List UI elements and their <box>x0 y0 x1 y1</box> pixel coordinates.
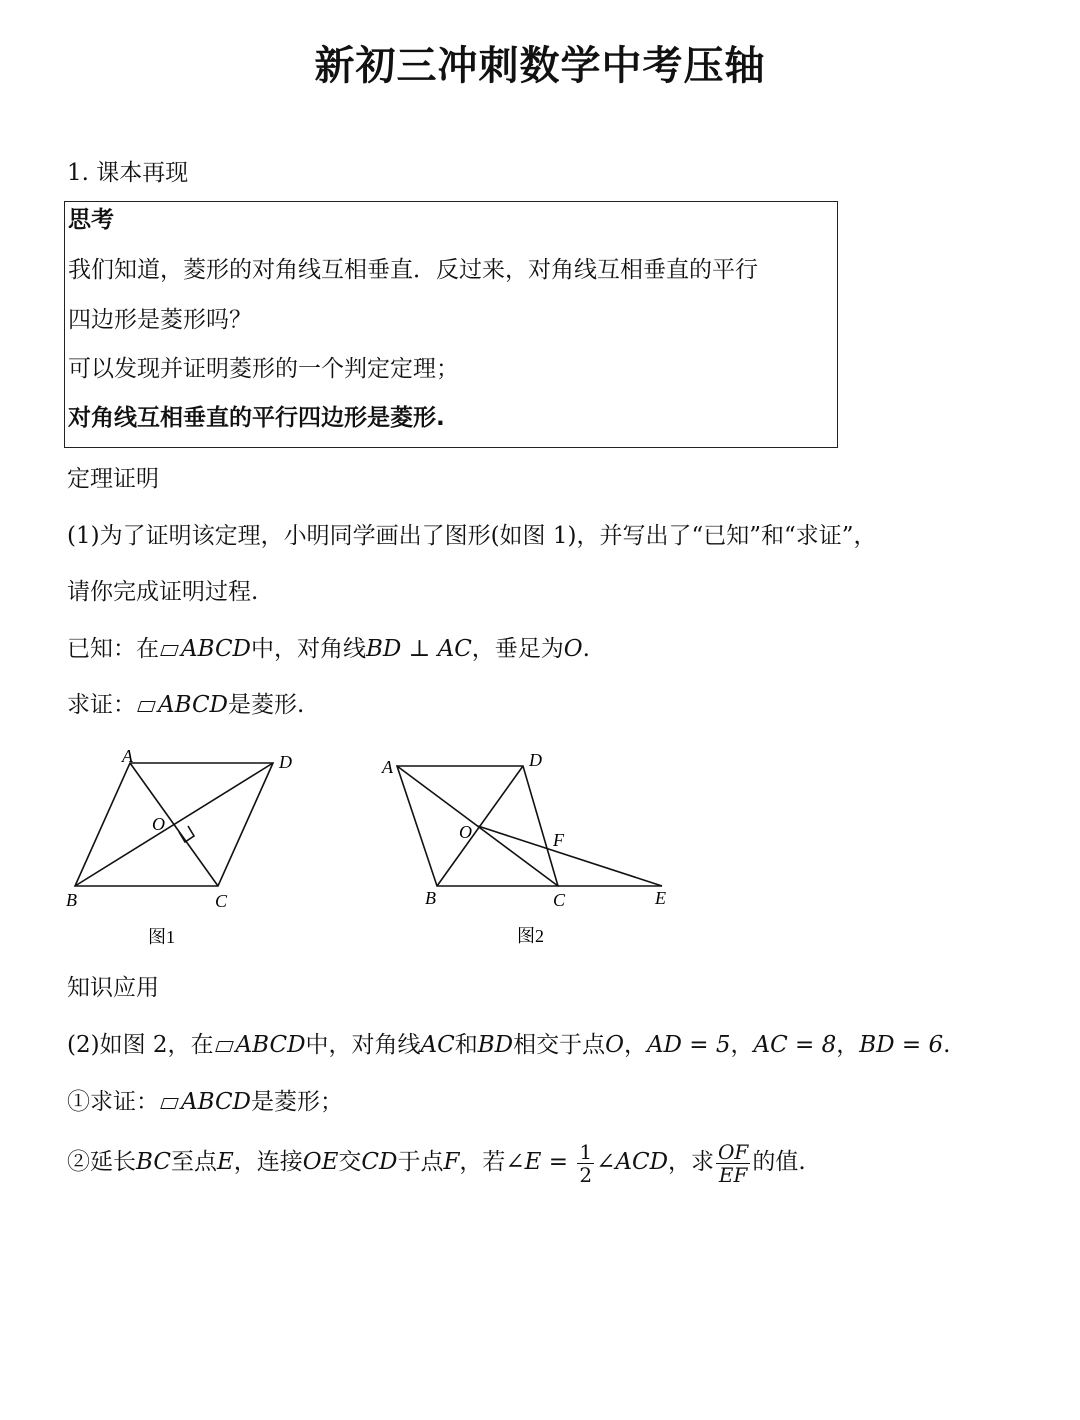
fig2-label-f: F <box>553 830 564 850</box>
given-point: O <box>563 636 583 662</box>
q2-sub2-tail: 的值. <box>752 1149 806 1175</box>
q2-sep: ， <box>623 1032 647 1058</box>
q2-sub2-e: E <box>216 1149 234 1175</box>
fig1-label-c: C <box>215 891 228 911</box>
q2-shape: ABCD <box>235 1032 306 1058</box>
prove-label: 求证： <box>67 692 136 718</box>
given-mid: 中，对角线 <box>250 636 366 662</box>
given-tail: ，垂足为 <box>471 636 564 662</box>
ratio-denominator: EF <box>718 1162 748 1187</box>
fig2-label-b: B <box>425 888 436 908</box>
q1-line-1: (1)为了证明该定理，小明同学画出了图形(如图 1)，并写出了“已知”和“求证”， <box>67 523 877 549</box>
fig1-label-o: O <box>152 814 165 834</box>
fraction-of-ef <box>716 1139 750 1187</box>
fig2-label-a: A <box>382 757 393 777</box>
fig2-caption: 图2 <box>517 926 544 946</box>
fraction-numerator: 1 <box>579 1139 593 1164</box>
q2-statement <box>67 1030 950 1060</box>
fig1-label-d: D <box>279 752 292 772</box>
q2-sub2-text: ②延长 <box>67 1149 136 1175</box>
q2-sub2-angle-e: ∠E = <box>505 1149 576 1175</box>
page-title: 新初三冲刺数学中考压轴 <box>314 43 766 89</box>
q2-sub2-text: 至点 <box>170 1149 217 1175</box>
q2-sub2-text: 交 <box>338 1149 362 1175</box>
q2-o: O <box>605 1032 624 1058</box>
q2-sub2-oe: OE <box>302 1149 339 1175</box>
q2-end: . <box>943 1032 951 1058</box>
proof-heading: 定理证明 <box>67 466 159 492</box>
think-line-3: 可以发现并证明菱形的一个判定定理； <box>68 356 459 382</box>
think-heading: 思考 <box>68 207 114 233</box>
section-heading-textbook: 1. 课本再现 <box>67 160 189 186</box>
ratio-numerator: OF <box>718 1139 749 1164</box>
q2-sub2-text: 于点 <box>397 1149 444 1175</box>
fig1-label-b: B <box>66 890 77 910</box>
q2-sep: ， <box>730 1032 754 1058</box>
fraction-half <box>577 1139 594 1187</box>
q2-eq-ad: AD = 5 <box>646 1032 731 1058</box>
fig2-diagonal-ac <box>397 766 558 886</box>
prove-shape: ABCD <box>158 692 228 718</box>
figure-1 <box>75 763 273 886</box>
q2-sep: ， <box>836 1032 860 1058</box>
q2-sub2-cd: CD <box>361 1149 398 1175</box>
q2-sub2-bc: BC <box>136 1149 171 1175</box>
q2-eq-bd: BD = 6 <box>859 1032 944 1058</box>
q2-bd: BD <box>477 1032 514 1058</box>
given-shape: ABCD <box>181 636 251 662</box>
fig1-caption: 图1 <box>148 927 175 947</box>
q2-text-2: 中，对角线 <box>305 1032 421 1058</box>
q2-sub1-tail: 是菱形； <box>250 1089 343 1115</box>
q2-text-3: 相交于点 <box>513 1032 606 1058</box>
q2-ac: AC <box>420 1032 455 1058</box>
q2-and: 和 <box>454 1032 478 1058</box>
fraction-denominator: 2 <box>579 1162 593 1187</box>
q2-text-1: (2)如图 2，在 <box>67 1032 214 1058</box>
parallelogram-icon <box>215 1039 234 1052</box>
q2-sub2-f: F <box>443 1149 460 1175</box>
fig2-segment-oe <box>478 826 662 886</box>
fig2-label-c: C <box>553 890 566 910</box>
q2-sub-1 <box>67 1087 343 1117</box>
fig2-label-o: O <box>459 822 472 842</box>
given-label: 已知：在 <box>67 636 159 662</box>
q2-sub1-label: ①求证： <box>67 1089 159 1115</box>
q2-sub2-text: ，求 <box>668 1149 715 1175</box>
q2-sub2-text: ，连接 <box>233 1149 303 1175</box>
fig2-label-d: D <box>529 750 542 770</box>
think-line-1: 我们知道，菱形的对角线互相垂直．反过来，对角线互相垂直的平行 <box>68 257 758 283</box>
prove-tail: 是菱形. <box>227 692 305 718</box>
parallelogram-icon <box>160 1096 179 1109</box>
think-line-2: 四边形是菱形吗？ <box>68 307 252 333</box>
q2-sub2-angle-acd: ∠ACD <box>596 1149 669 1175</box>
q2-sub2-text: ，若 <box>459 1149 506 1175</box>
figure-2 <box>397 766 662 886</box>
q2-sub1-shape: ABCD <box>181 1089 251 1115</box>
q2-eq-ac: AC = 8 <box>753 1032 837 1058</box>
apply-heading: 知识应用 <box>67 975 159 1001</box>
given-expr: BD ⊥ AC <box>365 636 472 662</box>
fig1-label-a: A <box>122 746 133 766</box>
fig1-diagonal-bd <box>75 763 273 886</box>
q2-sub-2 <box>67 1140 806 1185</box>
fig2-label-e: E <box>655 888 666 908</box>
q1-line-2: 请你完成证明过程. <box>67 579 259 605</box>
think-theorem: 对角线互相垂直的平行四边形是菱形. <box>68 405 445 431</box>
given-end: . <box>582 636 590 662</box>
